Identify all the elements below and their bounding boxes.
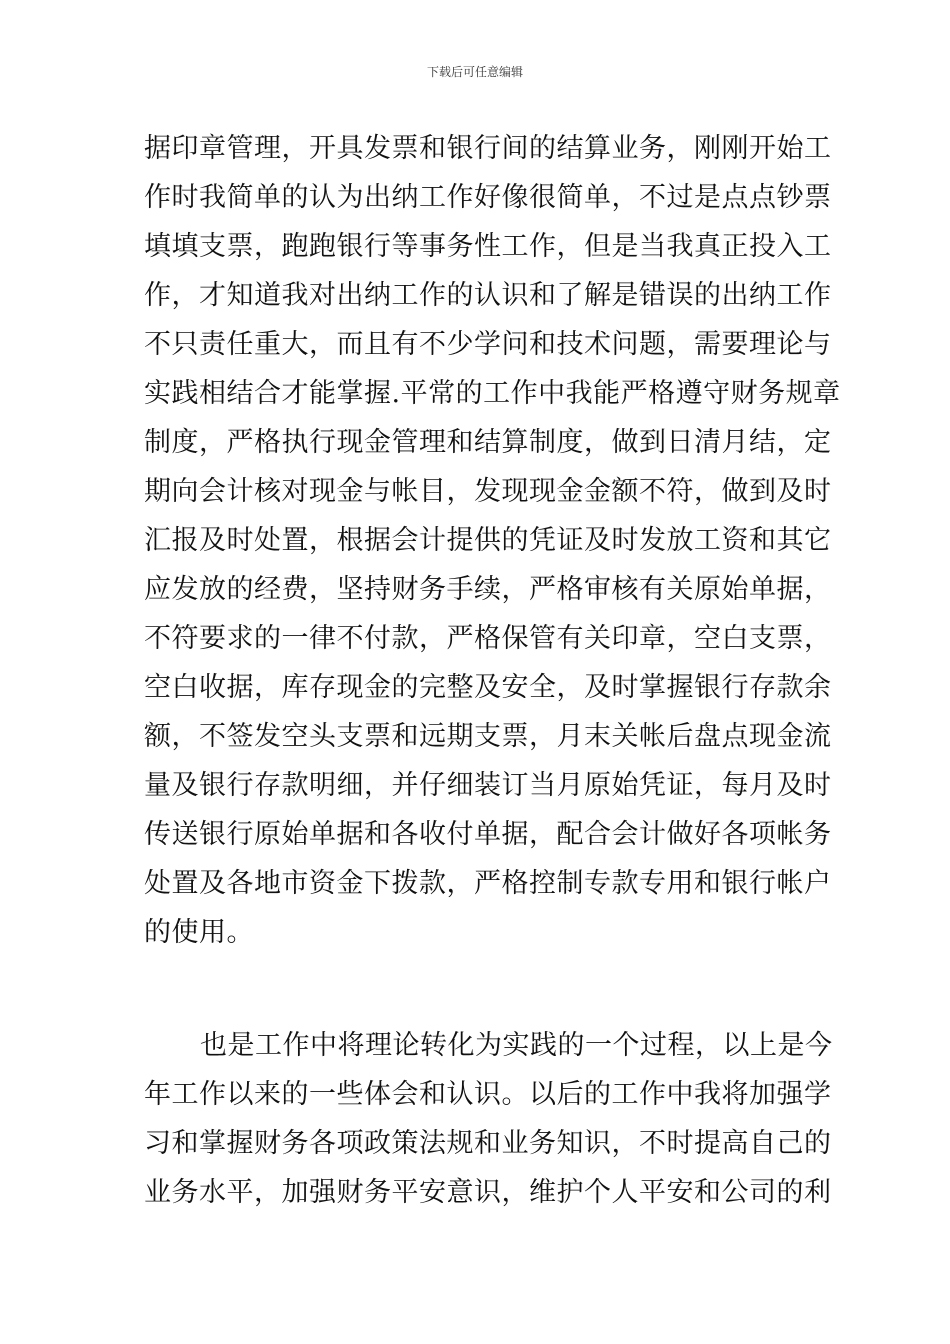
- paragraph-1: [144, 124, 841, 957]
- paragraph-line: 实践相结合才能掌握.平常的工作中我能严格遵守财务规章: [144, 378, 841, 409]
- paragraph-line: 作，才知道我对出纳工作的认识和了解是错误的出纳工作: [144, 280, 832, 311]
- paragraph-line: 处置及各地市资金下拨款，严格控制专款专用和银行帐户: [144, 868, 832, 899]
- paragraph-line: 业务水平，加强财务平安意识，维护个人平安和公司的利: [144, 1177, 832, 1208]
- paragraph-line: 不只责任重大，而且有不少学问和技术问题，需要理论与: [144, 329, 832, 360]
- paragraph-line: 传送银行原始单据和各收付单据，配合会计做好各项帐务: [144, 819, 832, 850]
- paragraph-line: 空白收据，库存现金的完整及安全，及时掌握银行存款余: [144, 672, 832, 703]
- paragraph-line: 习和掌握财务各项政策法规和业务知识，不时提高自己的: [144, 1128, 832, 1159]
- paragraph-line: 据印章管理，开具发票和银行间的结算业务，刚刚开始工: [144, 133, 832, 164]
- paragraph-line: 应发放的经费，坚持财务手续，严格审核有关原始单据，: [144, 574, 832, 605]
- paragraph-line: 也是工作中将理论转化为实践的一个过程，以上是今: [200, 1030, 833, 1061]
- paragraph-line: 汇报及时处置，根据会计提供的凭证及时发放工资和其它: [144, 525, 832, 556]
- paragraph-line: 年工作以来的一些体会和认识。以后的工作中我将加强学: [144, 1079, 832, 1110]
- page-header: 下载后可任意编辑: [426, 65, 523, 79]
- paragraph-line: 填填支票，跑跑银行等事务性工作，但是当我真正投入工: [144, 231, 832, 262]
- paragraph-line: 期向会计核对现金与帐目，发现现金金额不符，做到及时: [144, 476, 832, 507]
- paragraph-line: 量及银行存款明细，并仔细装订当月原始凭证，每月及时: [144, 770, 832, 801]
- paragraph-line: 制度，严格执行现金管理和结算制度，做到日清月结，定: [144, 427, 832, 458]
- paragraph-spacer: [144, 957, 808, 1021]
- document-body: [144, 124, 841, 1217]
- paragraph-line: 不符要求的一律不付款，严格保管有关印章，空白支票，: [144, 623, 832, 654]
- paragraph-2: [144, 1021, 833, 1217]
- paragraph-line: 额，不签发空头支票和远期支票，月末关帐后盘点现金流: [144, 721, 832, 752]
- paragraph-line: 作时我简单的认为出纳工作好像很简单，不过是点点钞票: [144, 182, 832, 213]
- paragraph-line: 的使用。: [144, 917, 254, 948]
